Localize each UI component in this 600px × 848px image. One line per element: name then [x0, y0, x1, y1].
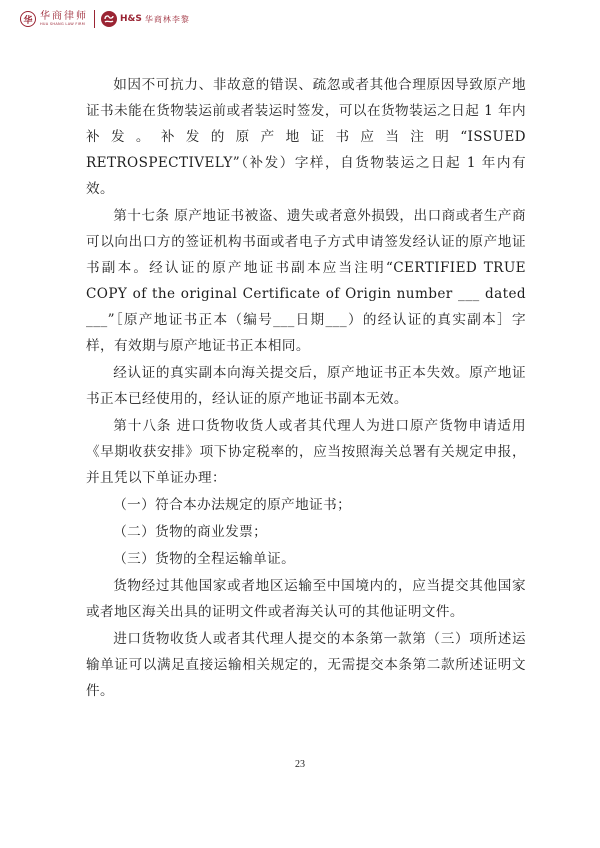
paragraph-article-18: 第十八条 进口货物收货人或者其代理人为进口原产货物申请适用《早期收获安排》项下协定税率的，应当按照海关总署有关规定申报，并且凭以下单证办理： [86, 418, 526, 486]
huashang-law-logo [20, 11, 88, 27]
paragraph-transit-proof: 货物经过其他国家或者地区运输至中国境内的，应当提交其他国家或者地区海关出具的证明文件或者海关认可的其他证明文件。 [86, 578, 526, 620]
paragraph-direct-transport: 进口货物收货人或者其代理人提交的本条第一款第（三）项所述运输单证可以满足直接运输相关规定的，无需提交本条第二款所述证明文件。 [86, 631, 526, 699]
document-body [86, 72, 526, 705]
huashang-logo-text: 华商律师 [40, 11, 88, 22]
hs-circle-icon [101, 11, 117, 27]
paragraph-article-17: 第十七条 原产地证书被盗、遗失或者意外损毁，出口商或者生产商可以向出口方的签证机构书面或者电子方式申请签发经认证的原产地证书副本。经认证的原产地证书副本应当注明“CERTIFIED TRUE COPY of the original Certificate of Origin number ___ dated ___”［原产地证书正本（编号___日期___）的经认证的真实副本］字样，有效期与原产地证书正本相同。 [86, 208, 526, 354]
hs-logo [101, 11, 190, 27]
page-number: 23 [295, 759, 305, 770]
hs-logo-text: H&S [120, 14, 142, 24]
header-divider [94, 10, 95, 28]
hs-logo-cn-text: 华商林李黎 [144, 14, 190, 24]
page-header [20, 8, 190, 30]
list-item-certificate: （一）符合本办法规定的原产地证书； [113, 497, 352, 513]
list-item-invoice: （二）货物的商业发票； [113, 524, 268, 540]
paragraph-reissue: 如因不可抗力、非故意的错误、疏忽或者其他合理原因导致原产地证书未能在货物装运前或者装运时签发，可以在货物装运之日起 1 年内补发。补发的原产地证书应当注明“ISSUED RETROSPECTIVELY”（补发）字样，自货物装运之日起 1 年内有效。 [86, 77, 526, 197]
huashang-logo-subtext: HUA SHANG LAW FIRM [40, 22, 86, 26]
huashang-wordmark [40, 11, 88, 27]
huashang-seal-icon: 华 [20, 11, 36, 27]
list-item-transport-docs: （三）货物的全程运输单证。 [113, 551, 296, 567]
paragraph-certified-copy-validity: 经认证的真实副本向海关提交后，原产地证书正本失效。原产地证书正本已经使用的，经认证的原产地证书副本无效。 [86, 365, 526, 407]
